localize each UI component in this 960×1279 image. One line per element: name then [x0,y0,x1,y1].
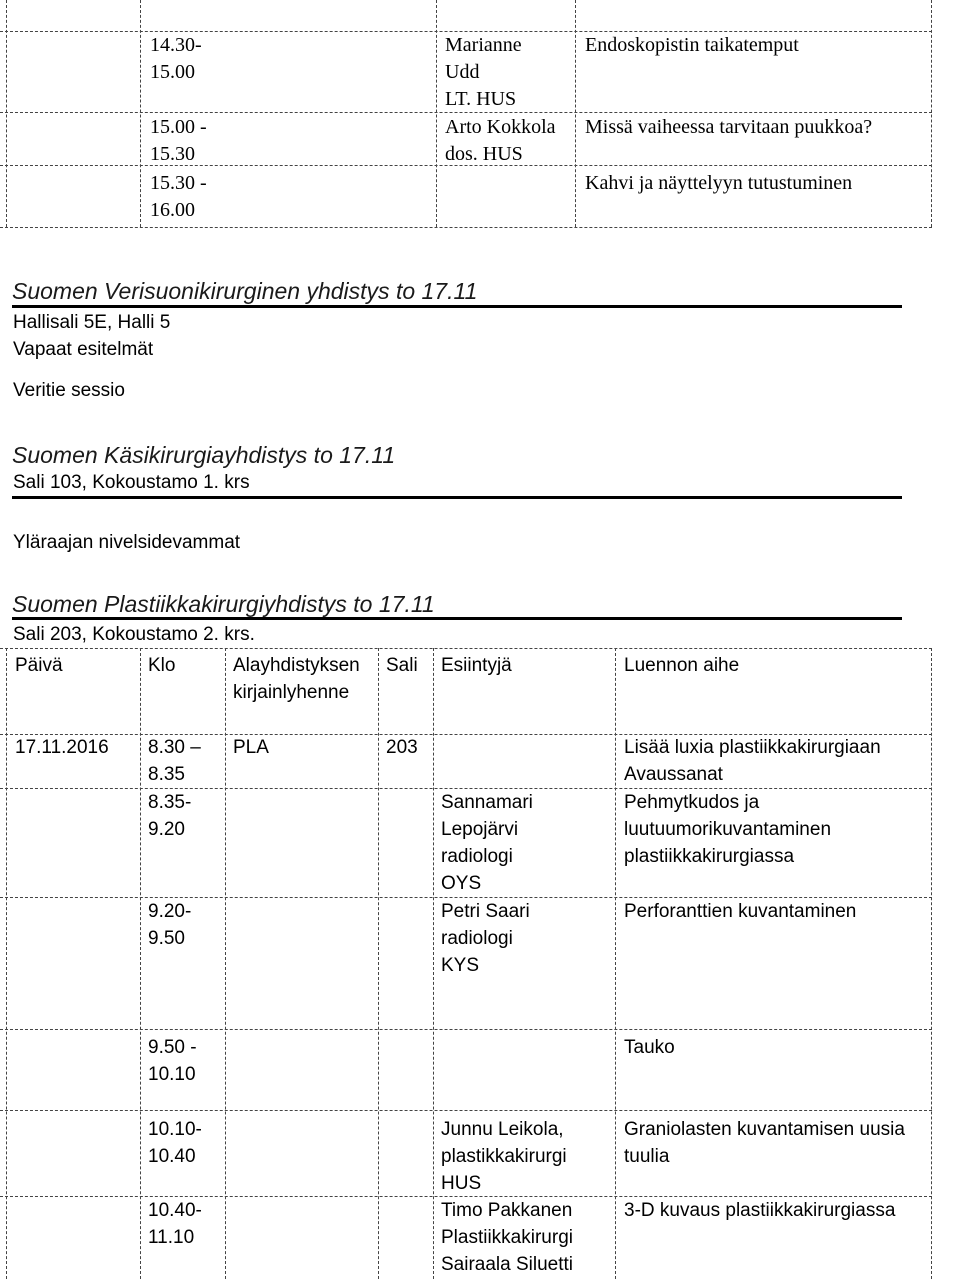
column-header-topic: Luennon aihe [624,655,740,676]
table-border [225,648,226,1279]
column-header-speaker: Esiintyjä [441,655,512,676]
column-header-day: Päivä [15,655,63,676]
table-cell-speaker: Sannamari Lepojärvi radiologi OYS [441,792,533,894]
table-cell-speaker: Junnu Leikola, plastikkakirurgi HUS [441,1119,567,1194]
table-cell-time: 9.50 - 10.10 [148,1037,197,1085]
table-cell-topic: Graniolasten kuvantamisen uusia tuulia [624,1119,905,1167]
table-cell-time: 15.30 - 16.00 [150,172,207,221]
section-title-plastiikka: Suomen Plastiikkakirurgiyhdistys to 17.11 [12,591,435,617]
table-cell-abbr: PLA [233,737,269,758]
section-underline [12,496,902,499]
table-border [140,648,141,1279]
column-header-abbr: Alayhdistyksen kirjainlyhenne [233,655,360,703]
table-border [615,648,616,1279]
table-border [931,648,932,1279]
table-cell-time: 10.10- 10.40 [148,1119,202,1167]
table-cell-time: 15.00 - 15.30 [150,116,207,165]
table-cell-topic: Missä vaiheessa tarvitaan puukkoa? [585,116,873,138]
table-border [436,0,437,227]
table-cell-room: 203 [386,737,418,758]
table-cell-speaker: Arto Kokkola dos. HUS [445,116,556,165]
table-cell-speaker: Timo Pakkanen Plastiikkakirurgi Sairaala Siluetti [441,1200,574,1275]
section-underline [12,305,902,308]
table-border [140,0,141,227]
table-cell-speaker: Marianne Udd LT. HUS [445,34,522,110]
table-border [931,0,932,227]
table-cell-time: 10.40- 11.10 [148,1200,202,1248]
column-header-time: Klo [148,655,176,676]
table-cell-topic: Kahvi ja näyttelyyn tutustuminen [585,172,853,194]
section-underline [12,617,902,620]
table-cell-time: 9.20- 9.50 [148,901,192,949]
table-border [433,648,434,1279]
section-text: Yläraajan nivelsidevammat [13,532,241,553]
table-cell-topic: Pehmytkudos ja luutuumorikuvantaminen plastiikkakirurgiassa [624,792,832,867]
table-cell-topic: 3-D kuvaus plastiikkakirurgiassa [624,1200,896,1221]
section-title-verisuoni: Suomen Verisuonikirurginen yhdistys to 17.11 [12,278,478,304]
table-border [378,648,379,1279]
section-title-kasikirurgia: Suomen Käsikirurgiayhdistys to 17.11 [12,442,396,468]
table-border [6,648,7,1279]
section-location: Sali 103, Kokoustamo 1. krs [13,472,250,493]
table-cell-topic: Endoskopistin taikatemput [585,34,799,56]
table-border [0,227,932,228]
table-border [575,0,576,227]
table-cell-topic: Perforanttien kuvantaminen [624,901,857,922]
table-cell-time: 14.30- 15.00 [150,34,202,83]
section-text: Vapaat esitelmät [13,339,154,360]
column-header-room: Sali [386,655,418,676]
table-cell-topic: Lisää luxia plastiikkakirurgiaan Avaussanat [624,737,881,785]
table-cell-topic: Tauko [624,1037,675,1058]
section-location: Hallisali 5E, Halli 5 [13,312,171,333]
section-text: Veritie sessio [13,380,125,401]
table-border [6,0,7,227]
section-location: Sali 203, Kokoustamo 2. krs. [13,624,255,645]
table-cell-speaker: Petri Saari radiologi KYS [441,901,530,976]
table-cell-time: 8.35- 9.20 [148,792,192,840]
table-cell-time: 8.30 – 8.35 [148,737,201,785]
table-cell-day: 17.11.2016 [15,737,109,758]
